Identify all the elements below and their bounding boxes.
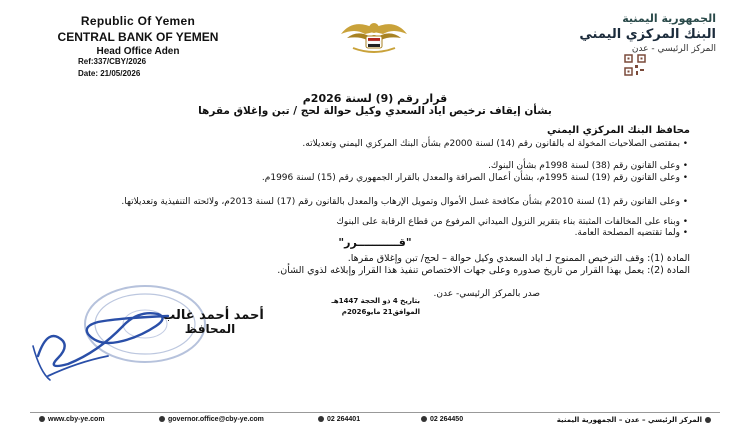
reference-number: Ref:337/CBY/2026 bbox=[78, 57, 147, 66]
bank-name-en: CENTRAL BANK OF YEMEN bbox=[57, 30, 219, 44]
gregorian-date: الموافق21 مايو2026م bbox=[341, 308, 420, 316]
clause-5: •وبناء على المخالفات المثبتة بناء بتقرير النزول الميداني المرفوع من قطاع الرقابة على البنوك bbox=[336, 217, 688, 227]
phone-icon bbox=[318, 416, 324, 422]
footer bbox=[30, 414, 720, 428]
signatory-name: أحمد أحمد غالب bbox=[162, 308, 264, 323]
country-name-en: Republic Of Yemen bbox=[80, 14, 196, 28]
footer-email bbox=[156, 416, 264, 423]
footer-website bbox=[36, 416, 105, 423]
issued-place: صدر بالمركز الرئيسي- عدن. bbox=[433, 289, 540, 299]
bank-name-ar: البنك المركزي اليمني bbox=[579, 27, 716, 42]
clause-6: •ولما تقتضيه المصلحة العامة. bbox=[574, 228, 688, 238]
footer-phone-2-text: 02 264450 bbox=[430, 416, 464, 423]
clause-text: وعلى القانون رقم (1) لسنة 2010م بشأن مكافحة غسل الأموال وتمويل الإرهاب والمعدل بالقانون رقم (17) لسنة 2013م، ولائحته التنفيذية وتعديلاتها. bbox=[121, 197, 680, 207]
decree-heading: "قـــــــــــرر" bbox=[338, 236, 412, 249]
country-name-ar: الجمهورية اليمنية bbox=[622, 12, 716, 25]
header-arabic bbox=[546, 12, 716, 54]
decision-subject: بشأن إيقاف ترخيص اياد السعدي وكيل حوالة لحج / تبن وإغلاق مقرها bbox=[198, 105, 552, 117]
footer-email-text: governor.office@cby-ye.com bbox=[168, 416, 264, 423]
footer-website-text: www.cby-ye.com bbox=[48, 416, 105, 423]
footer-phone-2 bbox=[418, 416, 463, 423]
office-name-ar: المركز الرئيسي - عدن bbox=[631, 44, 716, 54]
yemen-emblem-icon bbox=[333, 14, 415, 56]
decision-title: قرار رقم (9) لسنة 2026م bbox=[302, 92, 448, 105]
footer-phone-1-text: 02 264401 bbox=[327, 416, 361, 423]
hijri-date: بتاريخ 4 ذو الحجة 1447هـ bbox=[331, 297, 420, 305]
reference-block bbox=[78, 56, 146, 80]
header-english bbox=[38, 14, 238, 57]
clause-text: وبناء على المخالفات المثبتة بناء بتقرير النزول الميداني المرفوع من قطاع الرقابة على البنوك bbox=[336, 217, 680, 227]
article-2: المادة (2): يعمل بهذا القرار من تاريخ صدوره وعلى جهات الاختصاص تنفيذ هذا القرار وإبلاغه لذوي الشأن. bbox=[277, 265, 690, 276]
footer-address-text: المركز الرئيسي – عدن – الجمهورية اليمنية bbox=[556, 416, 702, 424]
clause-text: وعلى القانون رقم (38) لسنة 1998م بشأن البنوك. bbox=[488, 161, 680, 171]
footer-divider bbox=[30, 412, 720, 413]
clause-text: بمقتضى الصلاحيات المخولة له بالقانون رقم (14) لسنة 2000م بشأن البنك المركزي اليمني وتعديلاته. bbox=[302, 139, 680, 149]
location-icon bbox=[705, 417, 711, 423]
handwritten-signature-icon bbox=[28, 286, 178, 386]
clause-3: •وعلى القانون رقم (19) لسنة 1995م، بشأن أعمال الصرافة والمعدل بالقرار الجمهوري رقم (15) لسنة 1996م. bbox=[261, 173, 688, 183]
clause-text: وعلى القانون رقم (19) لسنة 1995م، بشأن أعمال الصرافة والمعدل بالقرار الجمهوري رقم (15) لسنة 1996م. bbox=[261, 173, 680, 183]
office-name-en: Head Office Aden bbox=[96, 46, 180, 57]
governor-heading: محافظ البنك المركزي اليمني bbox=[547, 125, 690, 136]
footer-phone-1 bbox=[315, 416, 360, 423]
clause-2: •وعلى القانون رقم (38) لسنة 1998م بشأن البنوك. bbox=[488, 161, 688, 171]
article-1: المادة (1): وقف الترخيص الممنوح لـ اياد السعدي وكيل حوالة – لحج/ تبن وإغلاق مقرها. bbox=[347, 253, 690, 264]
fax-icon bbox=[421, 416, 427, 422]
signatory-title: المحافظ bbox=[184, 322, 236, 336]
document-date: Date: 21/05/2026 bbox=[78, 69, 141, 78]
clause-4: •وعلى القانون رقم (1) لسنة 2010م بشأن مكافحة غسل الأموال وتمويل الإرهاب والمعدل بالقانون رقم (17) لسنة 2013م، ولائحته التنفيذية وتعديلاتها. bbox=[121, 197, 688, 207]
globe-icon bbox=[39, 416, 45, 422]
clause-1: •بمقتضى الصلاحيات المخولة له بالقانون رقم (14) لسنة 2000م بشأن البنك المركزي اليمني وتعديلاته. bbox=[302, 139, 688, 149]
mail-icon bbox=[159, 416, 165, 422]
footer-address bbox=[557, 416, 714, 424]
clause-text: ولما تقتضيه المصلحة العامة. bbox=[574, 228, 680, 238]
qr-code-icon bbox=[624, 54, 646, 76]
issue-date-block bbox=[330, 296, 420, 318]
